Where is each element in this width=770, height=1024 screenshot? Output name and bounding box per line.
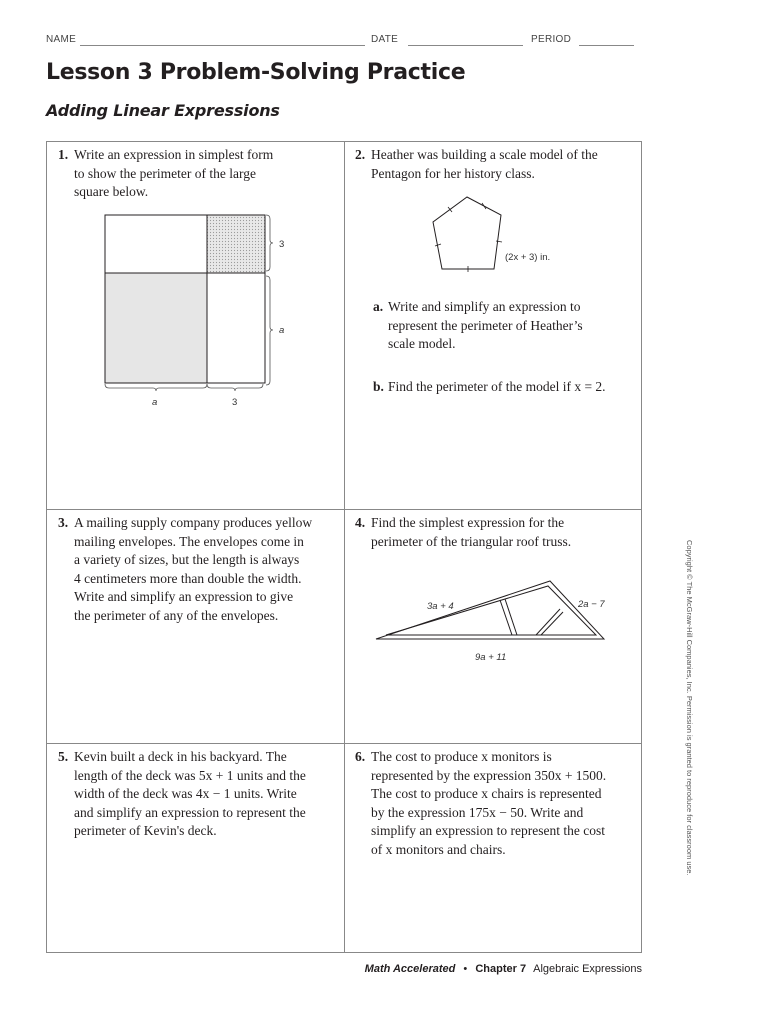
name-label: NAME	[46, 34, 77, 45]
footer-chapter-title: Algebraic Expressions	[533, 963, 642, 975]
page-footer	[365, 963, 642, 975]
problem-number: 6.	[355, 749, 366, 764]
problem-text-line: the perimeter of any of the envelopes.	[74, 607, 279, 623]
problem-number: 4.	[355, 515, 366, 530]
grid-divider-row-2	[47, 743, 641, 744]
date-line	[408, 45, 523, 46]
problem-2-part-b	[373, 378, 643, 397]
problem-number: 1.	[58, 147, 69, 162]
problem-text-line: represented by the expression 350x + 1500.	[371, 767, 607, 783]
problem-text-line: The cost to produce x chairs is represented	[371, 786, 602, 801]
problem-text-line: Find the perimeter of the model if x = 2.	[388, 379, 606, 394]
page-title: Lesson 3 Problem-Solving Practice	[46, 60, 466, 85]
period-label: PERIOD	[531, 34, 572, 45]
problem-text-line: perimeter of the triangular roof truss.	[371, 533, 572, 549]
problem-text-line: width of the deck was 4x − 1 units. Write	[74, 786, 297, 801]
problem-text-line: perimeter of Kevin's deck.	[74, 823, 217, 838]
copyright-notice	[684, 540, 696, 880]
name-line	[80, 45, 365, 46]
problem-text-line: mailing envelopes. The envelopes come in	[74, 533, 304, 549]
problem-text-line: to show the perimeter of the large	[74, 165, 256, 181]
square-figure	[98, 210, 298, 410]
label-side-3: 3	[279, 239, 285, 250]
problem-2	[355, 146, 636, 183]
problem-6	[355, 748, 641, 859]
problem-text-line: by the expression 175x − 50. Write and	[371, 804, 584, 820]
problem-text-line: Find the simplest expression for the	[371, 515, 565, 530]
date-label: DATE	[371, 34, 399, 45]
problem-text-line: 4 centimeters more than double the width.	[74, 570, 302, 586]
part-label: b.	[373, 379, 384, 394]
problem-3	[58, 514, 344, 625]
problem-2-part-a	[373, 298, 638, 354]
pentagon-figure	[425, 192, 575, 277]
problem-text-line: A mailing supply company produces yellow	[74, 515, 313, 530]
footer-bullet: •	[463, 963, 468, 975]
problem-text-line: Pentagon for her history class.	[371, 165, 535, 181]
page-subtitle: Adding Linear Expressions	[46, 101, 280, 120]
grid-divider-vertical	[344, 142, 345, 952]
label-bottom-side: 9a + 11	[475, 652, 507, 663]
problem-text-line: scale model.	[388, 336, 456, 351]
problem-text-line: The cost to produce x monitors is	[371, 749, 552, 764]
label-right-side: 2a − 7	[578, 599, 605, 610]
label-left-side: 3a + 4	[427, 601, 454, 612]
problem-text-line: of x monitors and chairs.	[371, 841, 506, 857]
problem-number: 3.	[58, 515, 69, 530]
label-bottom-a: a	[152, 397, 158, 408]
part-label: a.	[373, 299, 384, 314]
problem-text-line: Heather was building a scale model of the	[371, 147, 598, 162]
problem-number: 2.	[355, 147, 366, 162]
footer-chapter: Chapter 7	[475, 963, 527, 975]
problem-text-line: Kevin built a deck in his backyard. The	[74, 749, 287, 764]
period-line	[579, 45, 634, 46]
problem-text-line: and simplify an expression to represent the	[74, 804, 306, 820]
label-bottom-3: 3	[232, 397, 238, 408]
label-side-a: a	[279, 325, 285, 336]
problem-text-line: a variety of sizes, but the length is always	[74, 552, 300, 567]
copyright-text: Copyright © The McGraw-Hill Companies, Inc. Permission is granted to reproduce for classroom use.	[685, 540, 694, 876]
grid-divider-row-1	[47, 509, 641, 510]
problem-text-line: Write and simplify an expression to give	[74, 589, 294, 604]
problem-5	[58, 748, 344, 841]
problem-text-line: Write an expression in simplest form	[74, 147, 274, 162]
problem-number: 5.	[58, 749, 69, 764]
problem-text-line: simplify an expression to represent the cost	[371, 823, 605, 838]
problem-1	[58, 146, 334, 202]
problem-text-line: length of the deck was 5x + 1 units and the	[74, 767, 306, 783]
problem-4	[355, 514, 636, 551]
problem-text-line: Write and simplify an expression to	[388, 299, 581, 314]
roof-truss-figure	[372, 575, 612, 665]
label-side-length: (2x + 3) in.	[505, 252, 551, 263]
problem-text-line: square below.	[74, 184, 149, 199]
problem-text-line: represent the perimeter of Heather’s	[388, 317, 583, 333]
footer-book-title: Math Accelerated	[364, 963, 456, 975]
